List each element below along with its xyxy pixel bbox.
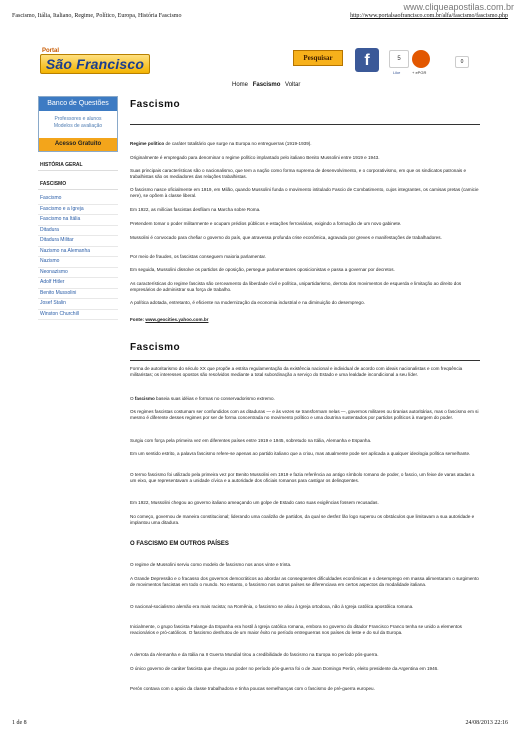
banner-subtitle bbox=[39, 111, 117, 138]
source-link[interactable]: www.geocities.yahoo.com.br bbox=[145, 317, 209, 322]
share-label: + ePGR bbox=[412, 70, 427, 75]
sidebar-heading-history[interactable]: HISTÓRIA GERAL bbox=[38, 160, 118, 171]
breadcrumb bbox=[232, 82, 303, 88]
section1-para: A política adotada, entretanto, é eficiente na modernização da economia industrial e na diminuição do desemprego. bbox=[130, 300, 365, 305]
section3-para: A Grande Depressão e o fracasso dos governos democráticos ao abordar as conseqüentes dificuldades econômicas e o desemprego em massa alimentaram o surgimento de movimentos fascistas em todo o mundo. No entanto, o fascismo nos outros países se diferenciava em certos aspectos da modalidade italiana. bbox=[130, 576, 479, 587]
breadcrumb-home[interactable]: Home bbox=[232, 82, 249, 88]
sidebar-item[interactable]: Benito Mussolini bbox=[38, 289, 118, 300]
bold-term: fascismo bbox=[134, 396, 155, 401]
sidebar-item[interactable]: Nazismo na Alemanha bbox=[38, 247, 118, 258]
section2-para: Forma de autoritarismo do século XX que propõe a estrita regulamentação da existência nacional e individual de acordo com ideais nacionalistas e com freqüência militaristas; os interesses opostos são resolvidos mediante a total subordinação a serviço do Estado e uma lealdade incondicional a seu líder. bbox=[130, 366, 463, 377]
section1-para: Suas principais características são o nacionalismo, que tem a nação como forma suprema de desenvolvimento, e o corporativismo, em que os sindicatos patronais e trabalhistas são os mediadores das relações trabalhistas. bbox=[130, 168, 467, 179]
section1-title: Fascismo bbox=[130, 99, 181, 110]
print-header bbox=[12, 13, 508, 19]
share-counter: 0 bbox=[455, 56, 469, 68]
text: O bbox=[130, 396, 135, 401]
section3-para: O único governo de caráter fascista que chegou ao poder no período pós-guerra foi o de Juan Domingo Perón, eleito presidente da Argentina em 1946. bbox=[130, 666, 439, 671]
sidebar-item[interactable]: Fascismo e a Igreja bbox=[38, 205, 118, 216]
sidebar-item[interactable]: Josef Stalin bbox=[38, 299, 118, 310]
sidebar bbox=[38, 96, 118, 320]
section2-para: Em um sentido estrito, a palavra fascismo refere-se apenas ao partido italiano que a criou, mas atualmente pode ser aplicada a qualquer ideologia política semelhante. bbox=[130, 451, 471, 456]
section3-title: O FASCISMO EM OUTROS PAÍSES bbox=[130, 541, 229, 547]
sidebar-item[interactable]: Ditadura Militar bbox=[38, 236, 118, 247]
section1-para: Por meio de fraudes, os fascistas conseguem maioria parlamentar. bbox=[130, 254, 267, 259]
section1-para: Em seguida, Mussolini dissolve os partidos de oposição, persegue parlamentares oposicionistas e passa a governar por decretos. bbox=[130, 267, 395, 272]
section3-para: A derrota da Alemanha e da Itália na II Guerra Mundial tirou a credibilidade do fascismo na Europa no período pós-guerra. bbox=[130, 652, 379, 657]
sidebar-item[interactable]: Fascismo bbox=[38, 194, 118, 205]
print-footer bbox=[12, 720, 508, 726]
share-icon[interactable] bbox=[412, 50, 430, 68]
question-bank-banner[interactable] bbox=[38, 96, 118, 152]
section1-para: As características do regime fascista são cerceamento da liberdade civil e política, unipartidarismo, derrota dos movimentos de esquerda e limitação ao direito dos empresários de administrar sua força de trabalho. bbox=[130, 281, 462, 292]
section1-para bbox=[130, 141, 480, 147]
banner-title: Banco de Questões bbox=[39, 97, 117, 111]
print-datetime: 24/08/2013 22:16 bbox=[465, 720, 508, 726]
sidebar-item[interactable]: Winston Churchill bbox=[38, 310, 118, 321]
section3-para: Perón contava com o apoio da classe trabalhadora e tinha poucas semelhanças com o fascismo de pré-guerra europeu. bbox=[130, 686, 375, 691]
sidebar-list bbox=[38, 194, 118, 320]
section2-para: O termo fascismo foi utilizado pela primeira vez por Benito Mussolini em 1919 e fazia referência ao antigo símbolo romano de poder, o fascio, um feixe de varas atadas a um eixo, que representavam a unidade cívica e a autoridade dos oficiais romanos para castigar os delinqüentes. bbox=[130, 472, 475, 483]
source-line bbox=[130, 317, 480, 323]
site-logo[interactable] bbox=[40, 48, 150, 76]
section2-para: Em 1922, Mussolini chegou ao governo italiano ameaçando um golpe de Estado caso suas exigências fossem recusadas. bbox=[130, 500, 379, 505]
sidebar-heading-fascism: FASCISMO bbox=[38, 179, 118, 190]
source-label: Fonte: bbox=[130, 317, 146, 322]
section1-para: Em 1922, as milícias fascistas desfilam na Marcha sobre Roma. bbox=[130, 207, 261, 212]
section3-para: Inicialmente, o grupo fascista Falange da Espanha era hostil à Igreja católica romana, embora no governo do ditador Francisco Franco tenha se unido a elementos reacionários e pró-católicos. O fascismo desfrutou de um maior êxito no período entreguerras nos países do leste e do sul da Europa. bbox=[130, 624, 462, 635]
section3-para: O regime de Mussolini serviu como modelo de fascismo nos anos vinte e trinta. bbox=[130, 562, 292, 567]
divider bbox=[130, 360, 480, 361]
text: de caráter totalitário que surge na Europa no entreguerras (1919-1939). bbox=[164, 141, 312, 146]
section1-para: O fascismo nasce oficialmente em 1919, em Milão, quando Mussolini funda o movimento intitulado Fascio de Combatimento, cujos integrantes, os camisas pretas (camicie nere), se opõem à classe liberal. bbox=[130, 187, 479, 198]
watermark: www.cliqueapostilas.com.br bbox=[403, 2, 514, 12]
section1-para: Originalmente é empregado para denominar o regime político implantado pelo italiano Benito Mussolini entre 1919 e 1943. bbox=[130, 155, 380, 160]
sidebar-item[interactable]: Nazismo bbox=[38, 257, 118, 268]
banner-cta: Acesso Gratuito bbox=[39, 138, 117, 151]
section2-para: Os regimes fascistas costumam ser confundidos com as ditaduras — e às vezes se transformam nelas —, governos militares ou tiranias autoritárias, mas o fascismo em si mesmo é diferente desses regimes por ser de forma concentrada no movimento político e uma doutrina sustentados por partidos políticos à margem do poder. bbox=[130, 409, 479, 420]
section2-title: Fascismo bbox=[130, 342, 181, 353]
section2-para: No começo, governou de maneira constitucional; liderando uma coalizão de partidos, da qual se desfez lão logo superou os obstáculos que limitavam a sua autoridade e implantou uma ditadura. bbox=[130, 514, 475, 525]
banner-subtitle-line1: Professores e alunos bbox=[54, 116, 102, 122]
section2-para bbox=[130, 396, 480, 402]
like-count: 5 bbox=[389, 50, 409, 68]
facebook-icon[interactable]: f bbox=[355, 48, 379, 72]
sidebar-item[interactable]: Fascismo na Itália bbox=[38, 215, 118, 226]
search-button[interactable]: Pesquisar bbox=[293, 50, 343, 66]
divider bbox=[130, 124, 480, 125]
page-number: 1 de 8 bbox=[12, 720, 27, 726]
banner-subtitle-line2: Modelos de avaliação bbox=[53, 123, 103, 129]
print-url[interactable]: http://www.portalsaofrancisco.com.br/alfa/fascismo/fascismo.php bbox=[350, 13, 508, 19]
bold-term: Regime político bbox=[130, 141, 165, 146]
print-title: Fascismo, Itália, Italiano, Regime, Político, Europa, História Fascismo bbox=[12, 13, 182, 19]
section1-para: Pretendem tomar o poder militarmente e ocupam prédios públicos e estações ferroviárias, exigindo a formação de um novo gabinete. bbox=[130, 221, 402, 226]
like-button[interactable]: Like bbox=[393, 70, 401, 75]
section1-para: Mussolini é convocado para chefiar o governo do país, que atravessa profunda crise econômica, agravada por greves e manifestações de trabalhadores. bbox=[130, 235, 442, 240]
breadcrumb-current: Fascismo bbox=[252, 82, 281, 88]
logo-name: São Francisco bbox=[40, 54, 150, 74]
sidebar-item[interactable]: Neonazismo bbox=[38, 268, 118, 279]
sidebar-item[interactable]: Ditadura bbox=[38, 226, 118, 237]
text: baseia suas idéias e formas no conservadorismo extremo. bbox=[154, 396, 275, 401]
breadcrumb-back[interactable]: Voltar bbox=[285, 82, 301, 88]
section2-para: Surgiu com força pela primeira vez em diferentes países entre 1919 e 1945, sobretudo na Itália, Alemanha e Espanha. bbox=[130, 438, 372, 443]
section3-para: O nacional-socialismo alemão era mais racista; na Romênia, o fascismo se aliou à Igreja ortodoxa, não à Igreja católica apostólica romana. bbox=[130, 604, 414, 609]
logo-portal-text: Portal bbox=[42, 48, 60, 54]
sidebar-item[interactable]: Adolf Hitler bbox=[38, 278, 118, 289]
